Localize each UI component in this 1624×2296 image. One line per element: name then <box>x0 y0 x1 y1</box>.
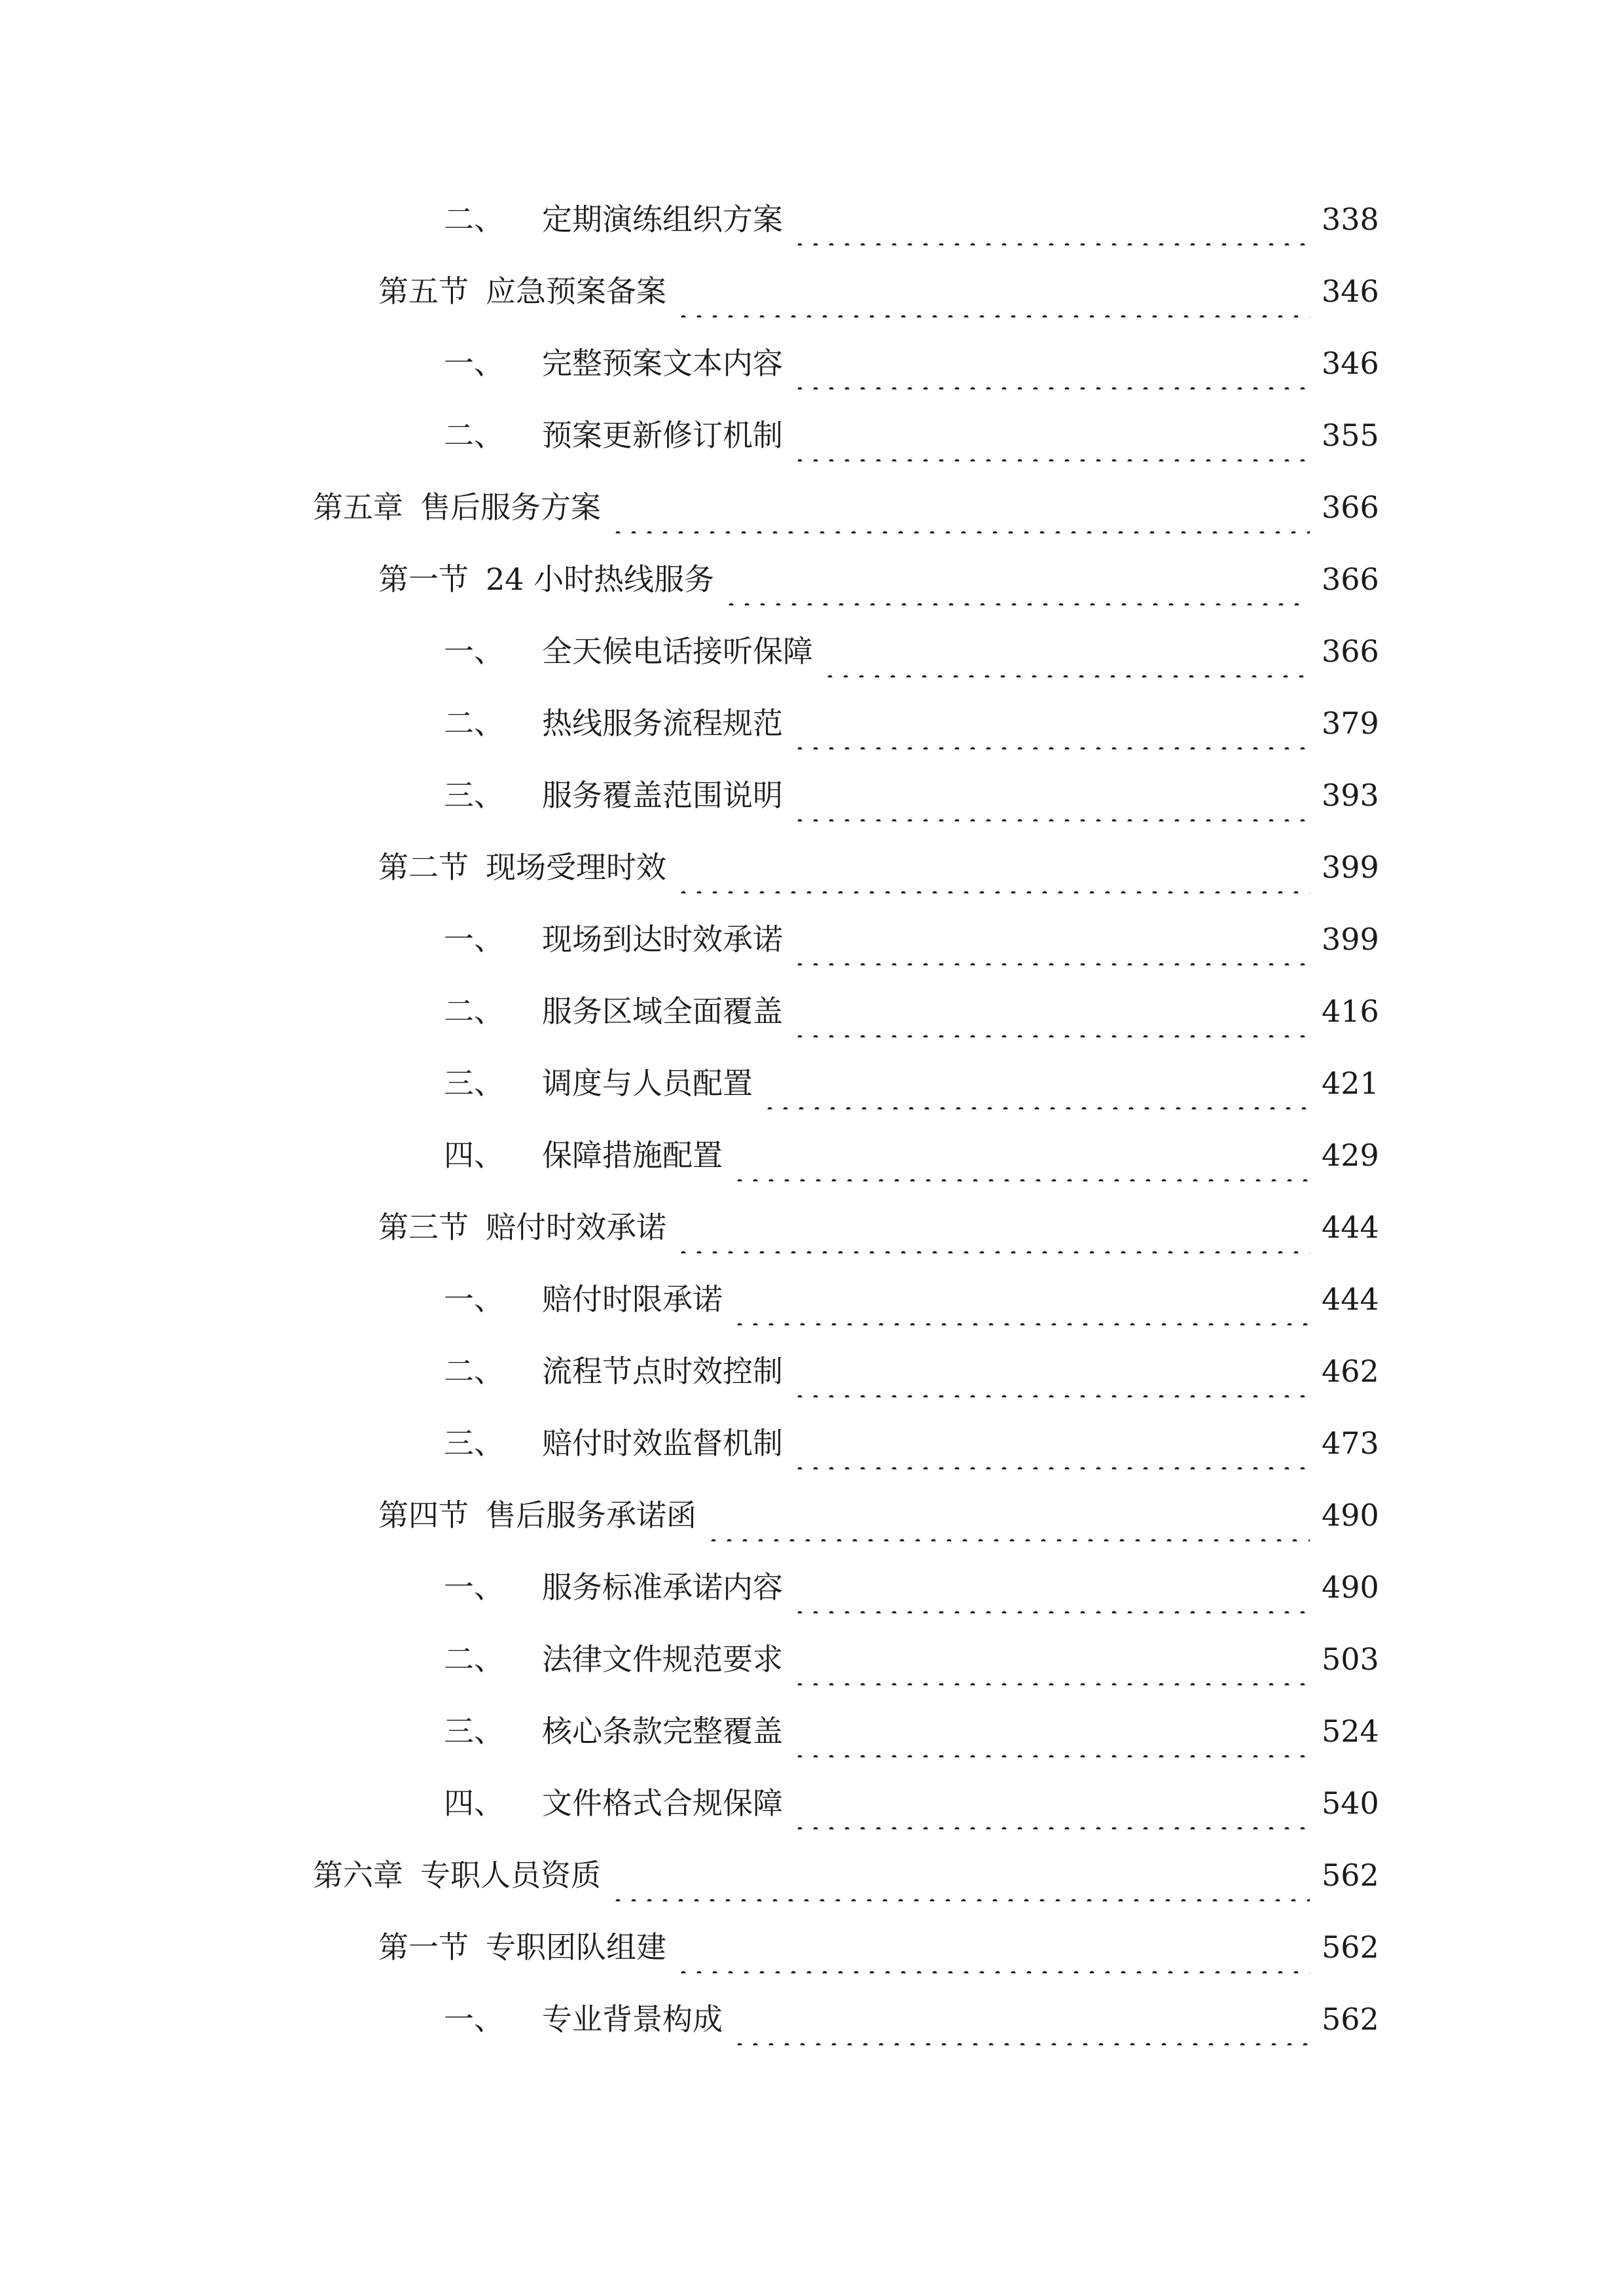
toc-entry-number: 三、 <box>444 778 504 813</box>
toc-entry-title: 售后服务方案 <box>420 490 601 525</box>
toc-entry-number: 三、 <box>444 1426 504 1461</box>
toc-entry-title: 现场受理时效 <box>486 850 666 885</box>
toc-entry[interactable] <box>0 1407 1624 1479</box>
toc-entry-number: 二、 <box>444 706 504 741</box>
toc-entry-title: 专业背景构成 <box>542 2001 723 2037</box>
dot-leader <box>792 1574 1310 1613</box>
toc-entry-title: 热线服务流程规范 <box>542 706 783 741</box>
dot-leader <box>792 422 1310 461</box>
toc-entry-title: 应急预案备案 <box>486 274 666 309</box>
dot-leader <box>792 710 1310 749</box>
toc-entry-title: 赔付时效监督机制 <box>542 1426 783 1461</box>
toc-entry-page: 562 <box>1322 1929 1379 1965</box>
toc-entry-number: 二、 <box>444 418 504 453</box>
toc-entry[interactable] <box>0 1623 1624 1695</box>
toc-entry[interactable] <box>0 1047 1624 1119</box>
toc-entry-page: 503 <box>1322 1641 1379 1677</box>
dot-leader <box>723 566 1310 605</box>
toc-entry[interactable] <box>0 1911 1624 1983</box>
toc-entry[interactable] <box>0 1335 1624 1407</box>
toc-entry-page: 473 <box>1322 1426 1379 1461</box>
toc-entry-number: 第六章 <box>313 1857 403 1893</box>
toc-entry-page: 346 <box>1322 274 1379 309</box>
dot-leader <box>792 1430 1310 1469</box>
toc-entry-number: 二、 <box>444 202 504 237</box>
dot-leader <box>792 206 1310 245</box>
toc-entry-number: 一、 <box>444 2001 504 2037</box>
toc-entry-page: 490 <box>1322 1498 1379 1533</box>
toc-entry-number: 三、 <box>444 1066 504 1101</box>
toc-entry-title: 定期演练组织方案 <box>542 202 783 237</box>
toc-entry[interactable] <box>0 687 1624 759</box>
toc-entry-page: 366 <box>1322 634 1379 669</box>
toc-entry-page: 562 <box>1322 2001 1379 2037</box>
toc-entry-title: 保障措施配置 <box>542 1138 723 1173</box>
toc-entry-number: 四、 <box>444 1785 504 1821</box>
toc-entry-number: 三、 <box>444 1713 504 1749</box>
toc-entry-title: 预案更新修订机制 <box>542 418 783 453</box>
dot-leader <box>792 1718 1310 1757</box>
toc-entry-number: 一、 <box>444 922 504 957</box>
dot-leader <box>676 1934 1310 1973</box>
toc-entry-page: 399 <box>1322 922 1379 957</box>
dot-leader <box>762 1070 1310 1109</box>
toc-entry-number: 二、 <box>444 994 504 1029</box>
dot-leader <box>610 1862 1310 1901</box>
toc-entry[interactable] <box>0 327 1624 399</box>
dot-leader <box>792 1358 1310 1397</box>
dot-leader <box>792 926 1310 965</box>
toc-entry[interactable] <box>0 759 1624 831</box>
toc-entry[interactable] <box>0 903 1624 975</box>
toc-entry[interactable] <box>0 1551 1624 1623</box>
dot-leader <box>676 854 1310 893</box>
toc-entry-number: 第一节 <box>378 562 469 597</box>
toc-entry[interactable] <box>0 975 1624 1047</box>
toc-entry-page: 462 <box>1322 1354 1379 1389</box>
toc-entry-page: 379 <box>1322 706 1379 741</box>
toc-entry-page: 366 <box>1322 562 1379 597</box>
toc-entry-page: 416 <box>1322 994 1379 1029</box>
toc-entry-title: 赔付时效承诺 <box>486 1210 666 1245</box>
dot-leader <box>732 1142 1310 1181</box>
toc-entry[interactable] <box>0 615 1624 687</box>
toc-entry-title: 流程节点时效控制 <box>542 1354 783 1389</box>
toc-entry[interactable] <box>0 1191 1624 1263</box>
dot-leader <box>792 782 1310 821</box>
toc-entry-page: 355 <box>1322 418 1379 453</box>
toc-entry-title: 现场到达时效承诺 <box>542 922 783 957</box>
toc-entry-number: 第一节 <box>378 1929 469 1965</box>
toc-entry[interactable] <box>0 543 1624 615</box>
toc-entry-number: 第五节 <box>378 274 469 309</box>
toc-entry-title: 文件格式合规保障 <box>542 1785 783 1821</box>
toc-entry-title: 专职团队组建 <box>486 1929 666 1965</box>
toc-entry-number: 第三节 <box>378 1210 469 1245</box>
toc-entry-title: 赔付时限承诺 <box>542 1282 723 1317</box>
dot-leader <box>792 998 1310 1037</box>
toc-entry-title: 调度与人员配置 <box>542 1066 753 1101</box>
dot-leader <box>732 2006 1310 2045</box>
toc-entry-title: 完整预案文本内容 <box>542 346 783 381</box>
toc-chapter-entry[interactable] <box>0 1839 1624 1911</box>
toc-entry-page: 524 <box>1322 1713 1379 1749</box>
toc-entry-number: 四、 <box>444 1138 504 1173</box>
toc-entry-title: 服务区域全面覆盖 <box>542 994 783 1029</box>
toc-entry-title: 服务标准承诺内容 <box>542 1570 783 1605</box>
toc-entry[interactable] <box>0 831 1624 903</box>
toc-entry[interactable] <box>0 1479 1624 1551</box>
toc-entry-number: 第四节 <box>378 1498 469 1533</box>
toc-entry-title: 专职人员资质 <box>420 1857 601 1893</box>
toc-entry-title: 核心条款完整覆盖 <box>542 1713 783 1749</box>
toc-entry[interactable] <box>0 183 1624 255</box>
dot-leader <box>792 1646 1310 1685</box>
toc-entry[interactable] <box>0 399 1624 471</box>
toc-entry-number: 一、 <box>444 1570 504 1605</box>
dot-leader <box>822 638 1310 677</box>
toc-entry-number: 一、 <box>444 346 504 381</box>
toc-entry-title: 24 小时热线服务 <box>486 562 715 597</box>
toc-entry-page: 444 <box>1322 1210 1379 1245</box>
toc-entry[interactable] <box>0 1263 1624 1335</box>
dot-leader <box>676 278 1310 317</box>
toc-entry-page: 338 <box>1322 202 1379 237</box>
toc-entry-page: 490 <box>1322 1570 1379 1605</box>
toc-entry-page: 444 <box>1322 1282 1379 1317</box>
toc-entry-number: 二、 <box>444 1354 504 1389</box>
toc-entry-number: 二、 <box>444 1641 504 1677</box>
toc-entry-page: 421 <box>1322 1066 1379 1101</box>
toc-entry-number: 第五章 <box>313 490 403 525</box>
dot-leader <box>610 494 1310 533</box>
toc-entry-page: 393 <box>1322 778 1379 813</box>
toc-chapter-entry[interactable] <box>0 471 1624 543</box>
toc-entry-title: 售后服务承诺函 <box>486 1498 696 1533</box>
dot-leader <box>792 1790 1310 1829</box>
toc-entry[interactable] <box>0 1695 1624 1767</box>
toc-entry-page: 540 <box>1322 1785 1379 1821</box>
dot-leader <box>792 350 1310 389</box>
toc-entry[interactable] <box>0 255 1624 327</box>
toc-entry-page: 366 <box>1322 490 1379 525</box>
dot-leader <box>732 1286 1310 1325</box>
toc-entry-title: 服务覆盖范围说明 <box>542 778 783 813</box>
toc-entry-title: 全天候电话接听保障 <box>542 634 813 669</box>
toc-entry-page: 399 <box>1322 850 1379 885</box>
toc-entry-number: 第二节 <box>378 850 469 885</box>
toc-entry-number: 一、 <box>444 634 504 669</box>
toc-entry-title: 法律文件规范要求 <box>542 1641 783 1677</box>
toc-entry[interactable] <box>0 1119 1624 1191</box>
toc-entry-number: 一、 <box>444 1282 504 1317</box>
toc-entry-page: 346 <box>1322 346 1379 381</box>
toc-entry[interactable] <box>0 1767 1624 1839</box>
dot-leader <box>706 1502 1310 1541</box>
table-of-contents <box>0 183 1624 2055</box>
toc-entry-page: 562 <box>1322 1857 1379 1893</box>
toc-entry-page: 429 <box>1322 1138 1379 1173</box>
toc-entry[interactable] <box>0 1983 1624 2055</box>
dot-leader <box>676 1214 1310 1253</box>
